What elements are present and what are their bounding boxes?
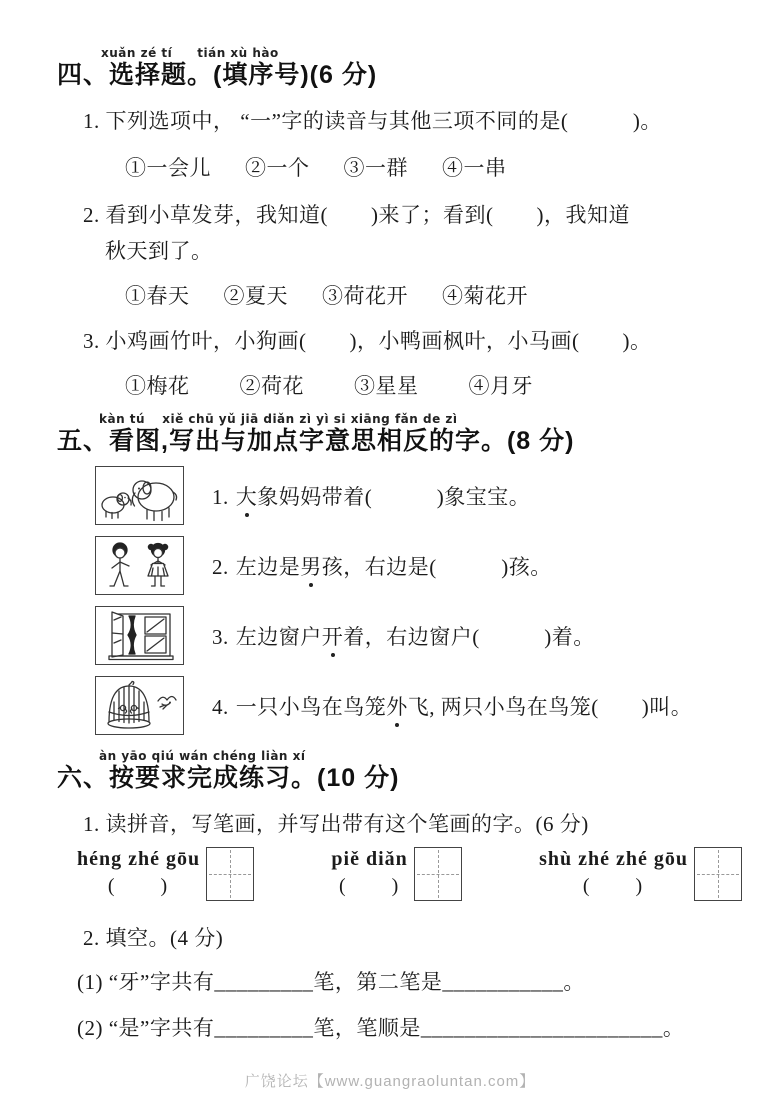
stroke-answer-blank-3: ( )	[582, 875, 645, 897]
option-2: ②一个	[245, 156, 310, 180]
stroke-answer-blank-2: ( )	[338, 875, 401, 897]
dotted-character: 外	[386, 691, 408, 721]
footer-watermark: 广饶论坛【www.guangraoluntan.com】	[244, 1073, 536, 1090]
section4-q2-line1: 2. 看到小草发芽，我知道( )来了；看到( )，我知道	[83, 203, 630, 227]
character-grid-3	[694, 847, 742, 901]
open-window-image	[95, 606, 184, 665]
birdcage-image	[95, 676, 184, 735]
text-after-dot: 孩，右边是( )孩。	[321, 554, 552, 579]
section5-item-4-text	[212, 691, 692, 721]
section4-q2-line2: 秋天到了。	[105, 239, 213, 263]
item-number: 4.	[212, 694, 229, 719]
stroke-pinyin-2: piě diǎn	[331, 848, 408, 870]
option-3: ③荷花开	[322, 284, 408, 308]
section5-item-1-text	[212, 481, 530, 511]
text-after-dot: 着，右边窗户( )着。	[343, 624, 595, 649]
section4-q2-options	[125, 280, 742, 310]
section4-q1-text: 1. 下列选项中， “一”字的读音与其他三项不同的是( )。	[83, 109, 662, 133]
option-4: ④月牙	[468, 374, 533, 398]
stroke-unit-3	[539, 847, 742, 901]
option-1: ①一会儿	[125, 156, 211, 180]
birdcage-with-birds-icon	[96, 677, 183, 734]
mother-elephant-and-baby-elephant-icon	[96, 467, 183, 524]
text-after-dot: 象妈妈带着( )象宝宝。	[257, 484, 531, 509]
item-number: 3.	[212, 624, 229, 649]
elephants-image	[95, 466, 184, 525]
section5-item-1	[95, 466, 742, 525]
stroke-practice-row	[77, 847, 742, 901]
option-3: ③星星	[354, 374, 419, 398]
option-3: ③一群	[343, 156, 408, 180]
character-grid-1	[206, 847, 254, 901]
option-2: ②夏天	[223, 284, 288, 308]
section6-fill-1: (1) “牙”字共有_________笔，第二笔是___________。	[77, 970, 585, 994]
section6-fill-2: (2) “是”字共有_________笔，笔顺是______________________。	[77, 1016, 685, 1040]
section5-item-2-text	[212, 551, 552, 581]
boy-and-girl-icon	[96, 537, 183, 594]
section5-item-3-text	[212, 621, 595, 651]
dotted-character: 男	[300, 551, 322, 581]
option-1: ①梅花	[125, 374, 190, 398]
stroke-unit-1	[77, 847, 254, 901]
section4-q1-options	[125, 152, 742, 182]
boy-and-girl-image	[95, 536, 184, 595]
section4-pinyin: xuǎn zé tí tián xù hào	[101, 46, 279, 60]
stroke-answer-blank-1: ( )	[107, 875, 170, 897]
section6-q2-text: 2. 填空。(4 分)	[83, 926, 224, 950]
section6-q1-text: 1. 读拼音，写笔画，并写出带有这个笔画的字。(6 分)	[83, 812, 589, 836]
text-before-dot: 一只小鸟在鸟笼	[235, 694, 387, 719]
stroke-pinyin-3: shù zhé zhé gōu	[539, 848, 688, 870]
section6-pinyin: àn yāo qiú wán chéng liàn xí	[99, 749, 306, 763]
section5-title: 五、看图,写出与加点字意思相反的字。(8 分)	[57, 427, 575, 455]
open-window-icon	[96, 607, 183, 664]
section5-item-4	[95, 676, 742, 735]
section5-item-2	[95, 536, 742, 595]
item-number: 2.	[212, 554, 229, 579]
stroke-unit-2	[331, 847, 461, 901]
section6-title: 六、按要求完成练习。(10 分)	[57, 764, 400, 792]
dotted-character: 开	[322, 621, 344, 651]
section4-q3-options	[125, 370, 742, 400]
section4-title: 四、选择题。(填序号)(6 分)	[57, 61, 378, 89]
item-number: 1.	[212, 484, 229, 509]
text-after-dot: 飞, 两只小鸟在鸟笼( )叫。	[407, 694, 693, 719]
section5-item-3	[95, 606, 742, 665]
text-before-dot: 左边是	[235, 554, 301, 579]
section4-q3-text: 3. 小鸡画竹叶，小狗画( )，小鸭画枫叶，小马画( )。	[83, 329, 652, 353]
stroke-pinyin-1: héng zhé gōu	[77, 848, 201, 870]
option-4: ④菊花开	[442, 284, 528, 308]
section5-pinyin: kàn tú xiě chū yǔ jiā diǎn zì yì si xiāng fǎn de zì	[99, 412, 458, 426]
character-grid-2	[414, 847, 462, 901]
option-1: ①春天	[125, 284, 190, 308]
text-before-dot: 左边窗户	[235, 624, 322, 649]
option-2: ②荷花	[239, 374, 304, 398]
option-4: ④一串	[442, 156, 507, 180]
dotted-character: 大	[236, 481, 258, 511]
